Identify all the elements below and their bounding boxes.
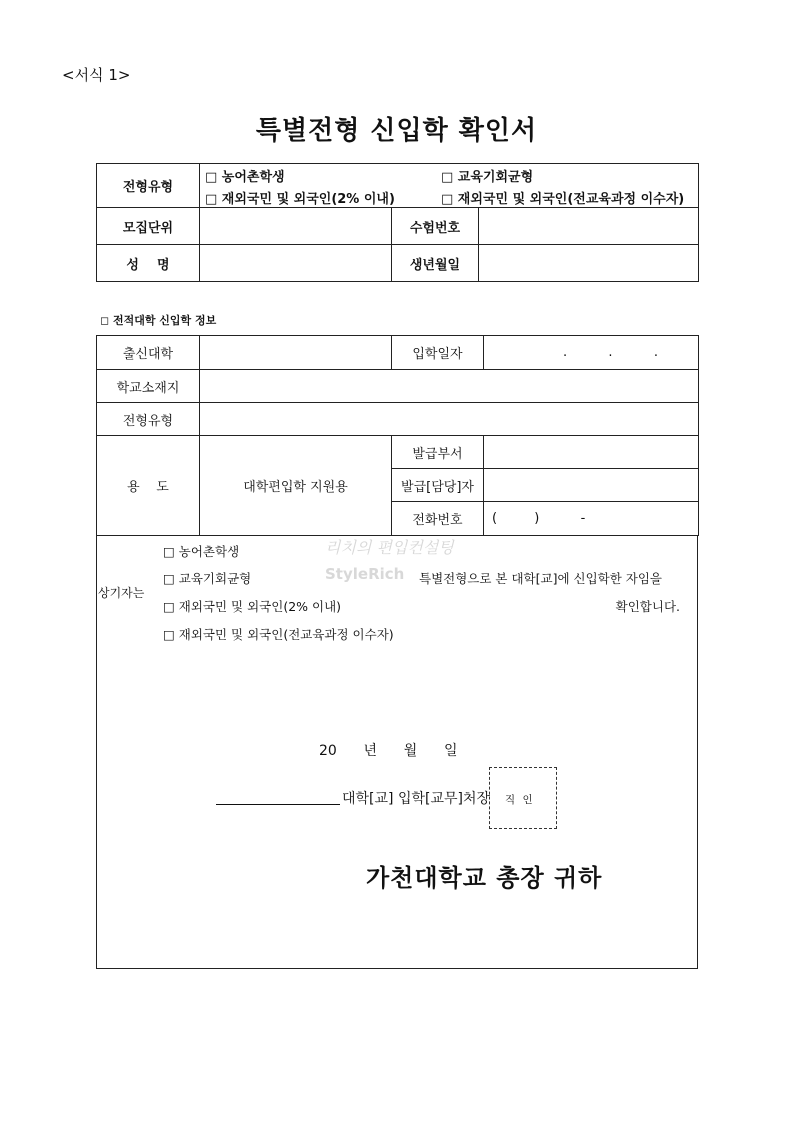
confirm-option-opportunity[interactable]: □ 교육기회균형 [163,571,252,586]
admission-date-field[interactable]: . . . [484,336,699,370]
confirm-option-overseas-2pct[interactable]: □ 재외국민 및 외국인(2% 이내) [163,599,342,614]
watermark-line1: 리치의 편입컨설팅 [325,538,454,557]
option-rural[interactable]: □ 농어촌학생 [205,170,285,185]
statement-line1: 특별전형으로 본 대학[교]에 신입학한 자임을 [419,571,662,586]
issuer-person-label: 발급[담당]자 [392,469,484,502]
section-title: ◻ 전적대학 신입학 정보 [100,314,217,327]
admission-date-label: 입학일자 [392,336,484,370]
prior-school-table [96,335,699,536]
unit-field[interactable] [200,208,392,245]
statement-line2: 확인합니다. [615,599,680,614]
applicant-table [96,163,699,282]
option-overseas-2pct[interactable]: □ 재외국민 및 외국인(2% 이내) [205,192,395,207]
exam-no-label: 수험번호 [392,208,479,245]
issuer-person-field[interactable] [484,469,699,502]
form-label: <서식 1> [62,66,131,84]
issuer-dept-field[interactable] [484,436,699,469]
prior-type-field[interactable] [200,403,699,436]
name-field[interactable] [200,245,392,282]
birth-label: 생년월일 [392,245,479,282]
unit-label: 모집단위 [97,208,200,245]
phone-field[interactable]: ( ) - [484,502,699,536]
name-label: 성 명 [97,245,200,282]
purpose-value: 대학편입학 지원용 [200,436,392,536]
document-title: 특별전형 신입학 확인서 [255,116,538,146]
signer-title: 대학[교] 입학[교무]처장 [342,791,491,807]
exam-no-field[interactable] [479,208,699,245]
type-label: 전형유형 [97,164,200,208]
signer-school-line[interactable] [216,804,340,805]
school-label: 출신대학 [97,336,200,370]
confirm-option-rural[interactable]: □ 농어촌학생 [163,544,240,559]
option-opportunity[interactable]: □ 교육기회균형 [441,170,534,185]
watermark-line2: StyleRich [325,565,405,583]
phone-label: 전화번호 [392,502,484,536]
option-overseas-full[interactable]: □ 재외국민 및 외국인(전교육과정 이수자) [441,192,685,207]
confirm-option-overseas-full[interactable]: □ 재외국민 및 외국인(전교육과정 이수자) [163,627,394,642]
school-field[interactable] [200,336,392,370]
date-line[interactable]: 20 년 월 일 [319,743,458,759]
addressee: 가천대학교 총장 귀하 [366,864,603,892]
seal-text: 직 인 [505,794,535,806]
issuer-dept-label: 발급부서 [392,436,484,469]
subject-label: 상기자는 [98,586,145,600]
type-options [200,164,699,208]
purpose-label: 용 도 [97,436,200,536]
prior-type-label: 전형유형 [97,403,200,436]
birth-field[interactable] [479,245,699,282]
location-field[interactable] [200,370,699,403]
location-label: 학교소재지 [97,370,200,403]
